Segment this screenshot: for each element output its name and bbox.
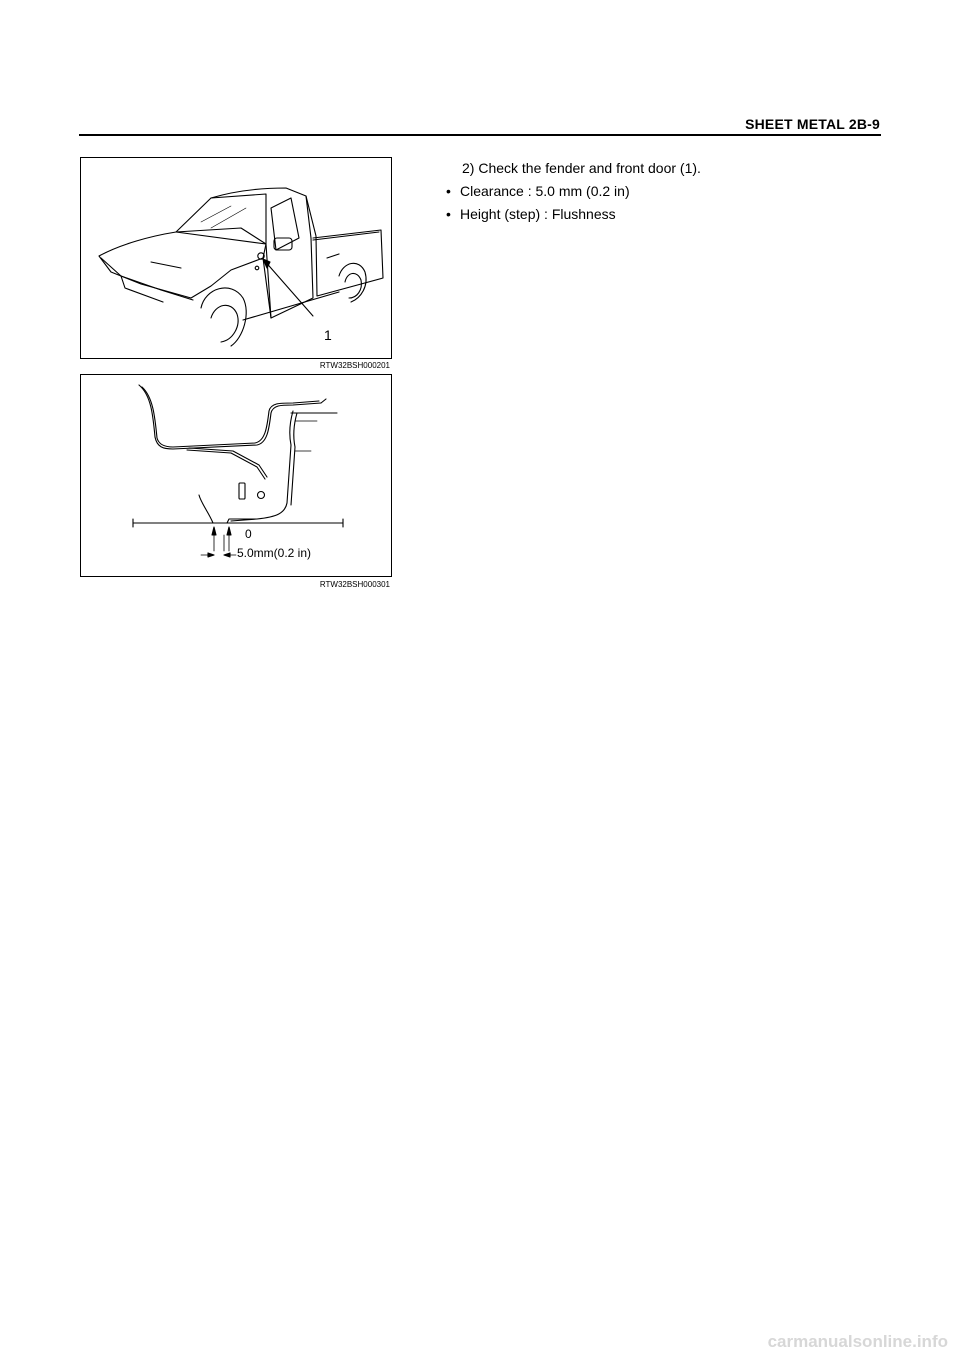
clearance-cross-section bbox=[80, 374, 392, 577]
procedure-text bbox=[446, 157, 876, 226]
bullet-height: • Height (step) : Flushness bbox=[446, 203, 876, 226]
page-header-title: SHEET METAL 2B-9 bbox=[745, 116, 880, 132]
header-rule bbox=[79, 134, 881, 136]
figure-code-2: RTW32BSH000301 bbox=[319, 580, 390, 589]
flush-label: 0 bbox=[245, 527, 252, 541]
figure-code-1: RTW32BSH000201 bbox=[319, 361, 390, 370]
watermark: carmanualsonline.info bbox=[767, 1332, 948, 1351]
truck-illustration bbox=[80, 157, 392, 359]
bullet-clearance: • Clearance : 5.0 mm (0.2 in) bbox=[446, 180, 876, 203]
callout-1: 1 bbox=[324, 327, 332, 343]
gap-label: 5.0mm(0.2 in) bbox=[237, 546, 312, 560]
procedure-step: 2) Check the fender and front door (1). bbox=[462, 160, 701, 176]
